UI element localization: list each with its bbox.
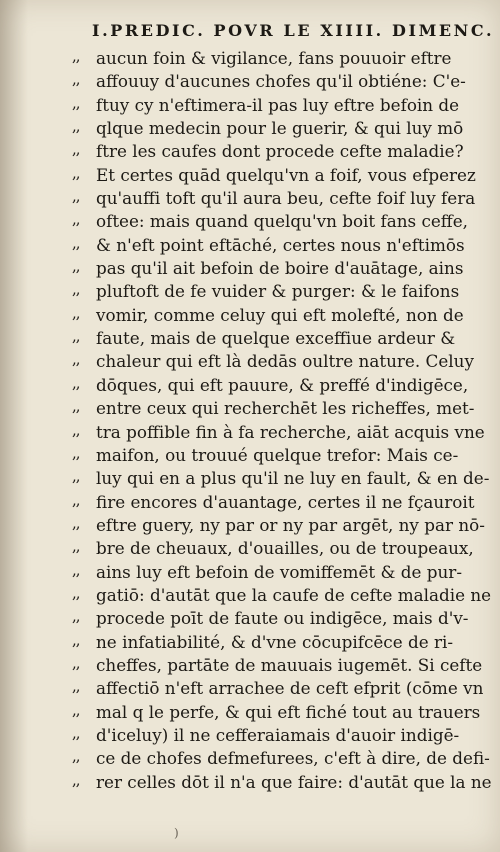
- text-line: [72, 304, 464, 327]
- quotation-mark: ,,: [72, 47, 80, 65]
- line-text: affouuy d'aucunes chofes qu'il obtiéne: C'e-: [96, 71, 466, 92]
- quotation-mark: ,,: [72, 140, 80, 159]
- text-line: [72, 420, 485, 444]
- quotation-mark: ,,: [72, 327, 80, 346]
- text-block: [72, 47, 492, 794]
- quotation-mark: ,,: [72, 397, 80, 416]
- line-text: gatiō: d'autāt que la caufe de cefte maladie ne: [96, 584, 492, 605]
- text-line: [72, 607, 469, 630]
- line-text: cheffes, partāte de mauuais iugemēt. Si cefte: [96, 654, 483, 675]
- text-line: [72, 163, 476, 187]
- text-line: [72, 373, 469, 397]
- text-line: [72, 280, 464, 303]
- text-line: [72, 350, 474, 373]
- text-line: [72, 327, 464, 350]
- text-line: [72, 257, 464, 280]
- text-line: [72, 724, 464, 747]
- quotation-mark: ,,: [72, 723, 80, 742]
- text-line: [72, 210, 468, 233]
- quotation-mark: ,,: [72, 700, 80, 719]
- line-text: dōques, qui eft pauure, & preffé d'indigēce,: [96, 374, 469, 395]
- line-text: ains luy eft befoin de vomiffemēt & de pur-: [96, 561, 463, 582]
- line-text: luy qui en a plus qu'il ne luy en fault, & en de-: [96, 468, 490, 489]
- line-text: pluftoft de fe vuider & purger: & le faifons: [96, 281, 460, 302]
- quotation-mark: ,,: [72, 747, 80, 766]
- line-text: ce de chofes defmefurees, c'eft à dire, de defi-: [96, 748, 490, 769]
- line-text: fire encores d'auantage, certes il ne fçauroit: [96, 491, 475, 512]
- line-text: tra poffible fin à fa recherche, aiāt acquis vne: [96, 421, 485, 442]
- text-line: [72, 631, 464, 654]
- text-line: [72, 583, 492, 607]
- line-text: bre de cheuaux, d'ouailles, ou de troupeaux,: [96, 538, 474, 559]
- line-text: qu'auffi toft qu'il aura beu, cefte foif luy fera: [96, 188, 476, 209]
- quotation-mark: ,,: [72, 350, 80, 369]
- line-text: Et certes quād quelqu'vn a foif, vous efperez: [96, 164, 476, 185]
- text-line: [72, 490, 475, 514]
- quotation-mark: ,,: [72, 583, 80, 602]
- text-line: [72, 747, 490, 770]
- text-line: [72, 187, 476, 210]
- text-line: [72, 677, 484, 700]
- quotation-mark: ,,: [72, 560, 80, 579]
- line-text: faute, mais de quelque exceffiue ardeur &: [96, 328, 456, 349]
- text-line: [72, 537, 474, 560]
- quotation-mark: ,,: [72, 770, 80, 789]
- text-line: [72, 513, 485, 537]
- quotation-mark: ,,: [72, 677, 80, 696]
- quotation-mark: ,,: [72, 630, 80, 649]
- quotation-mark: ,,: [72, 467, 80, 486]
- quotation-mark: ,,: [72, 233, 80, 252]
- line-text: aucun foin & vigilance, fans pouuoir eftre: [96, 48, 452, 68]
- line-text: d'iceluy) il ne cefferaiamais d'auoir indigē-: [96, 724, 460, 745]
- line-text: maifon, ou trouué quelque trefor: Mais ce-: [96, 444, 459, 465]
- quotation-mark: ,,: [72, 257, 80, 276]
- line-text: ftuy cy n'eftimera-il pas luy eftre befoin de: [96, 94, 460, 115]
- line-text: & n'eft point eftāché, certes nous n'eftimōs: [96, 234, 465, 255]
- text-line: [72, 397, 475, 420]
- line-text: vomir, comme celuy qui eft molefté, non de: [96, 304, 464, 325]
- quotation-mark: ,,: [72, 537, 80, 556]
- quotation-mark: ,,: [72, 490, 80, 509]
- quotation-mark: ,,: [72, 187, 80, 206]
- quotation-mark: ,,: [72, 373, 80, 392]
- line-text: eftre guery, ny par or ny par argēt, ny par nō-: [96, 514, 485, 535]
- text-line: [72, 140, 464, 163]
- quotation-mark: ,,: [72, 117, 80, 136]
- line-text: oftee: mais quand quelqu'vn boit fans ceffe,: [96, 211, 468, 232]
- quotation-mark: ,,: [72, 653, 80, 672]
- text-line: [72, 47, 464, 70]
- line-text: entre ceux qui recherchēt les richeffes, met-: [96, 398, 475, 419]
- page-gutter-shadow: [0, 0, 28, 852]
- line-text: pas qu'il ait befoin de boire d'auātage, ains: [96, 258, 464, 279]
- text-line: [72, 467, 490, 490]
- line-text: affectiō n'eft arrachee de ceft efprit (cōme vn: [96, 678, 484, 699]
- quotation-mark: ,,: [72, 420, 80, 439]
- quotation-mark: ,,: [72, 607, 80, 626]
- text-line: [72, 94, 464, 117]
- text-line: [72, 770, 492, 794]
- text-line: [72, 444, 464, 467]
- text-line: [72, 234, 464, 257]
- quotation-mark: ,,: [72, 93, 80, 112]
- text-line: [72, 700, 481, 724]
- line-text: procede poīt de faute ou indigēce, mais d'v-: [96, 608, 469, 629]
- line-text: mal q le perfe, & qui eft fiché tout au trauers: [96, 701, 481, 722]
- line-text: ne infatiabilité, & d'vne cōcupifcēce de ri-: [96, 631, 454, 652]
- line-text: qlque medecin pour le guerir, & qui luy mō: [96, 118, 464, 139]
- quotation-mark: ,,: [72, 280, 80, 299]
- quotation-mark: ,,: [72, 70, 80, 89]
- folio-mark: ): [174, 826, 179, 840]
- quotation-mark: ,,: [72, 163, 80, 182]
- line-text: ftre les caufes dont procede cefte maladie?: [96, 141, 464, 162]
- quotation-mark: ,,: [72, 210, 80, 229]
- quotation-mark: ,,: [72, 303, 80, 322]
- line-text: chaleur qui eft là dedās oultre nature. Celuy: [96, 351, 474, 372]
- text-line: [72, 117, 464, 140]
- line-text: rer celles dōt il n'a que faire: d'autāt que la ne: [96, 771, 492, 792]
- text-line: [72, 70, 464, 93]
- text-line: [72, 561, 464, 584]
- text-line: [72, 653, 483, 677]
- quotation-mark: ,,: [72, 513, 80, 532]
- quotation-mark: ,,: [72, 443, 80, 462]
- running-head: I.PREDIC. POVR LE XIIII. DIMENC.: [92, 21, 495, 40]
